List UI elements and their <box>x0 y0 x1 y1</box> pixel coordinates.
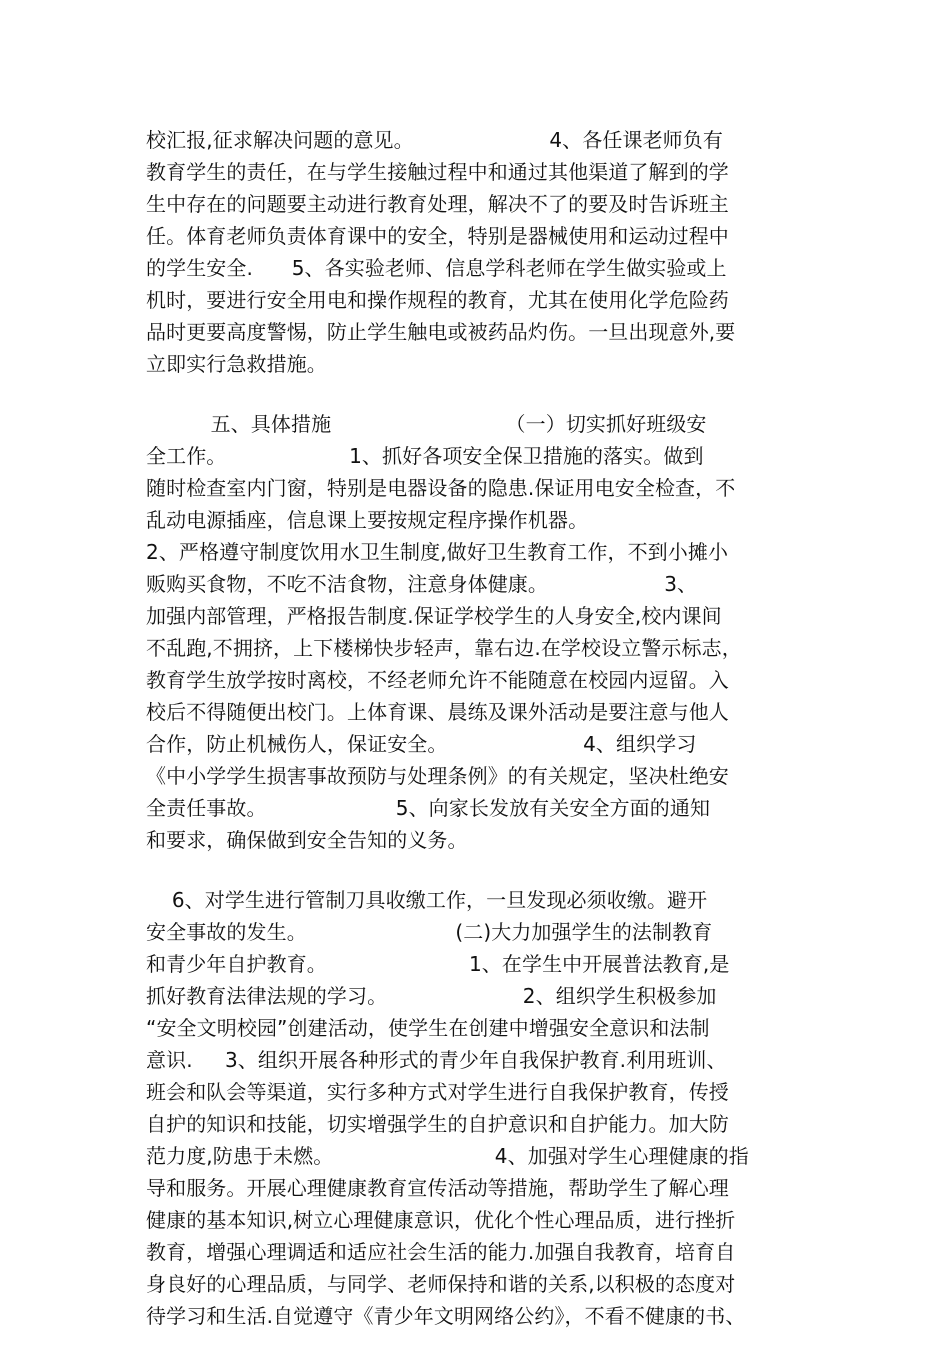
text-line: 教育学生放学按时离校，不经老师允许不能随意在校园内逗留。入 <box>146 668 729 692</box>
text-line: 导和服务。开展心理健康教育宣传活动等措施，帮助学生了解心理 <box>146 1176 729 1200</box>
text-line: “安全文明校园”创建活动，使学生在创建中增强安全意识和法制 <box>146 1016 710 1040</box>
text-line: 待学习和生活.自觉遵守《青少年文明网络公约》，不看不健康的书、 <box>146 1304 746 1328</box>
text-line: 安全事故的发生。 (二)大力加强学生的法制教育 <box>146 920 713 944</box>
text-line: 自护的知识和技能，切实增强学生的自护意识和自护能力。加大防 <box>146 1112 729 1136</box>
section-heading-line: 五、具体措施 （一）切实抓好班级安 <box>146 412 707 436</box>
text-line: 和青少年自护教育。 1、在学生中开展普法教育,是 <box>146 952 730 976</box>
text-line: 品时更要高度警惕，防止学生触电或被药品灼伤。一旦出现意外,要 <box>146 320 736 344</box>
text-line: 的学生安全. 5、各实验老师、信息学科老师在学生做实验或上 <box>146 256 727 280</box>
text-line: 不乱跑,不拥挤，上下楼梯快步轻声，靠右边.在学校设立警示标志， <box>146 636 742 660</box>
text-line: 意识. 3、组织开展各种形式的青少年自我保护教育.利用班训、 <box>146 1048 727 1072</box>
text-line: 《中小学学生损害事故预防与处理条例》的有关规定，坚决杜绝安 <box>146 764 729 788</box>
text-line: 教育学生的责任，在与学生接触过程中和通过其他渠道了解到的学 <box>146 160 729 184</box>
text-line: 身良好的心理品质，与同学、老师保持和谐的关系,以积极的态度对 <box>146 1272 736 1296</box>
text-line: 随时检查室内门窗，特别是电器设备的隐患.保证用电安全检查，不 <box>146 476 736 500</box>
text-line: 和要求，确保做到安全告知的义务。 <box>146 828 468 852</box>
text-line: 教育，增强心理调适和适应社会生活的能力.加强自我教育，培育自 <box>146 1240 736 1264</box>
text-line: 抓好教育法律法规的学习。 2、组织学生积极参加 <box>146 984 717 1008</box>
text-line: 贩购买食物，不吃不洁食物，注意身体健康。 3、 <box>146 572 698 596</box>
text-line: 健康的基本知识,树立心理健康意识，优化个性心理品质，进行挫折 <box>146 1208 736 1232</box>
text-line: 生中存在的问题要主动进行教育处理，解决不了的要及时告诉班主 <box>146 192 729 216</box>
text-line: 任。体育老师负责体育课中的安全，特别是器械使用和运动过程中 <box>146 224 729 248</box>
text-line: 全责任事故。 5、向家长发放有关安全方面的通知 <box>146 796 711 820</box>
text-line: 范力度,防患于未燃。 4、加强对学生心理健康的指 <box>146 1144 749 1168</box>
text-line: 加强内部管理，严格报告制度.保证学校学生的人身安全,校内课间 <box>146 604 722 628</box>
text-line: 校汇报,征求解决问题的意见。 4、各任课老师负有 <box>146 128 723 152</box>
text-line: 全工作。 1、抓好各项安全保卫措施的落实。做到 <box>146 444 704 468</box>
text-line: 6、对学生进行管制刀具收缴工作，一旦发现必须收缴。避开 <box>146 888 708 912</box>
text-line: 机时，要进行安全用电和操作规程的教育，尤其在使用化学危险药 <box>146 288 729 312</box>
text-line: 校后不得随便出校门。上体育课、晨练及课外活动是要注意与他人 <box>146 700 729 724</box>
text-line: 班会和队会等渠道，实行多种方式对学生进行自我保护教育，传授 <box>146 1080 729 1104</box>
text-line: 乱动电源插座，信息课上要按规定程序操作机器。 <box>146 508 589 532</box>
text-line: 2、严格遵守制度饮用水卫生制度,做好卫生教育工作，不到小摊小 <box>146 540 729 564</box>
text-line: 合作，防止机械伤人，保证安全。 4、组织学习 <box>146 732 697 756</box>
text-line: 立即实行急救措施。 <box>146 352 327 376</box>
